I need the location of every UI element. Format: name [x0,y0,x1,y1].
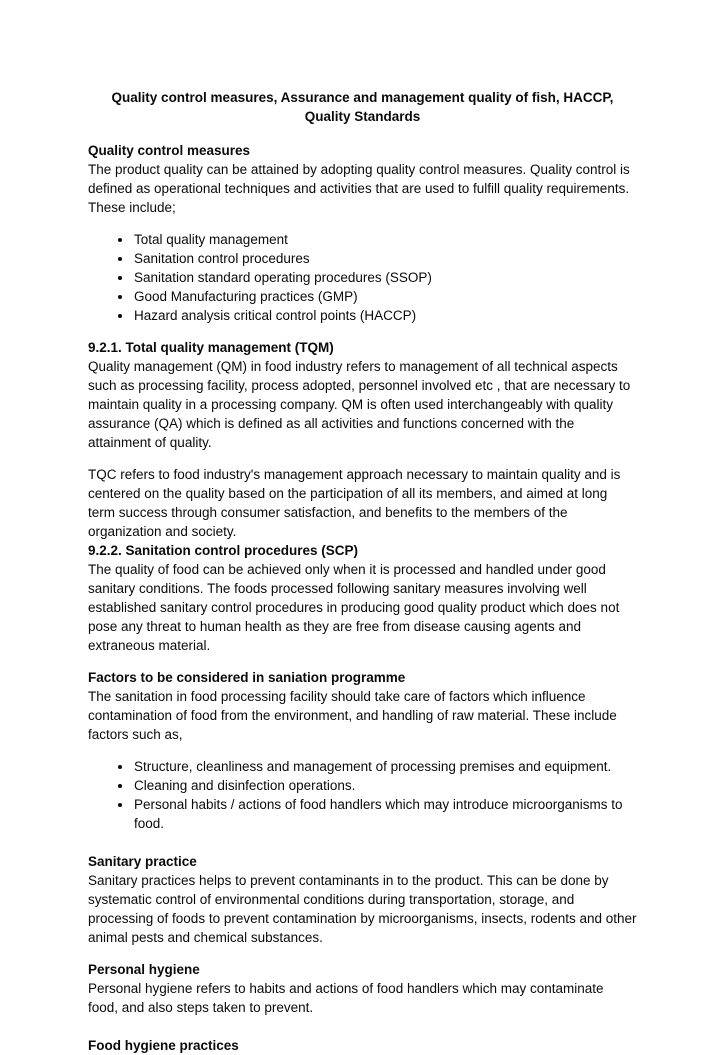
heading-sanitary-practice: Sanitary practice [88,854,197,869]
list-item: Total quality management [134,230,637,249]
paragraph-sanitary-practice: Sanitary practices helps to prevent contaminants in to the product. This can be done by systematic control of environmental conditions during transportation, storage, and processing of foods to prevent contamination by microorganisms, insects, rodents and other animal pests and chemical substances. [88,873,637,945]
heading-total-quality-management: 9.2.1. Total quality management (TQM) [88,340,334,355]
list-item: Hazard analysis critical control points (HACCP) [134,306,637,325]
document-title: Quality control measures, Assurance and management quality of fish, HACCP, Quality Standards [111,90,614,124]
heading-food-hygiene-practices: Food hygiene practices [88,1038,239,1053]
sanitation-factors-bullet-list [88,757,637,833]
list-item: Structure, cleanliness and management of processing premises and equipment. [134,757,637,776]
paragraph-tqm-2: TQC refers to food industry's management approach necessary to maintain quality and is centered on the quality based on the participation of all its members, and aimed at long term success through consumer satisfaction, and benefits to the members of the organization and society. [88,467,621,539]
paragraph-sanitation-factors: The sanitation in food processing facility should take care of factors which influence contamination of food from the environment, and handling of raw material. These include factors such as, [88,689,617,742]
list-item: Cleaning and disinfection operations. [134,776,637,795]
quality-control-bullet-list [88,230,637,325]
heading-sanitation-control-procedures: 9.2.2. Sanitation control procedures (SCP) [88,543,359,558]
list-item: Good Manufacturing practices (GMP) [134,287,637,306]
list-item: Sanitation control procedures [134,249,637,268]
paragraph-quality-control-measures: The product quality can be attained by adopting quality control measures. Quality control is defined as operational techniques and activities that are used to fulfill quality requirements. These include; [88,162,630,215]
list-item: Personal habits / actions of food handlers which may introduce microorganisms to food. [134,795,637,833]
heading-quality-control-measures: Quality control measures [88,143,251,158]
list-item: Sanitation standard operating procedures (SSOP) [134,268,637,287]
heading-personal-hygiene: Personal hygiene [88,962,200,977]
paragraph-tqm-1: Quality management (QM) in food industry refers to management of all technical aspects such as processing facility, process adopted, personnel involved etc , that are necessary to maintain quality in a processing company. QM is often used interchangeably with quality assurance (QA) which is defined as all activities and functions concerned with the attainment of quality. [88,359,631,450]
heading-sanitation-factors: Factors to be considered in saniation programme [88,670,406,685]
paragraph-scp: The quality of food can be achieved only when it is processed and handled under good sanitary conditions. The foods processed following sanitary measures involving well established sanitary control procedures in producing good quality product which does not pose any threat to human health as they are free from disease causing agents and extraneous material. [88,562,620,653]
paragraph-personal-hygiene: Personal hygiene refers to habits and actions of food handlers which may contaminate food, and also steps taken to prevent. [88,981,604,1015]
